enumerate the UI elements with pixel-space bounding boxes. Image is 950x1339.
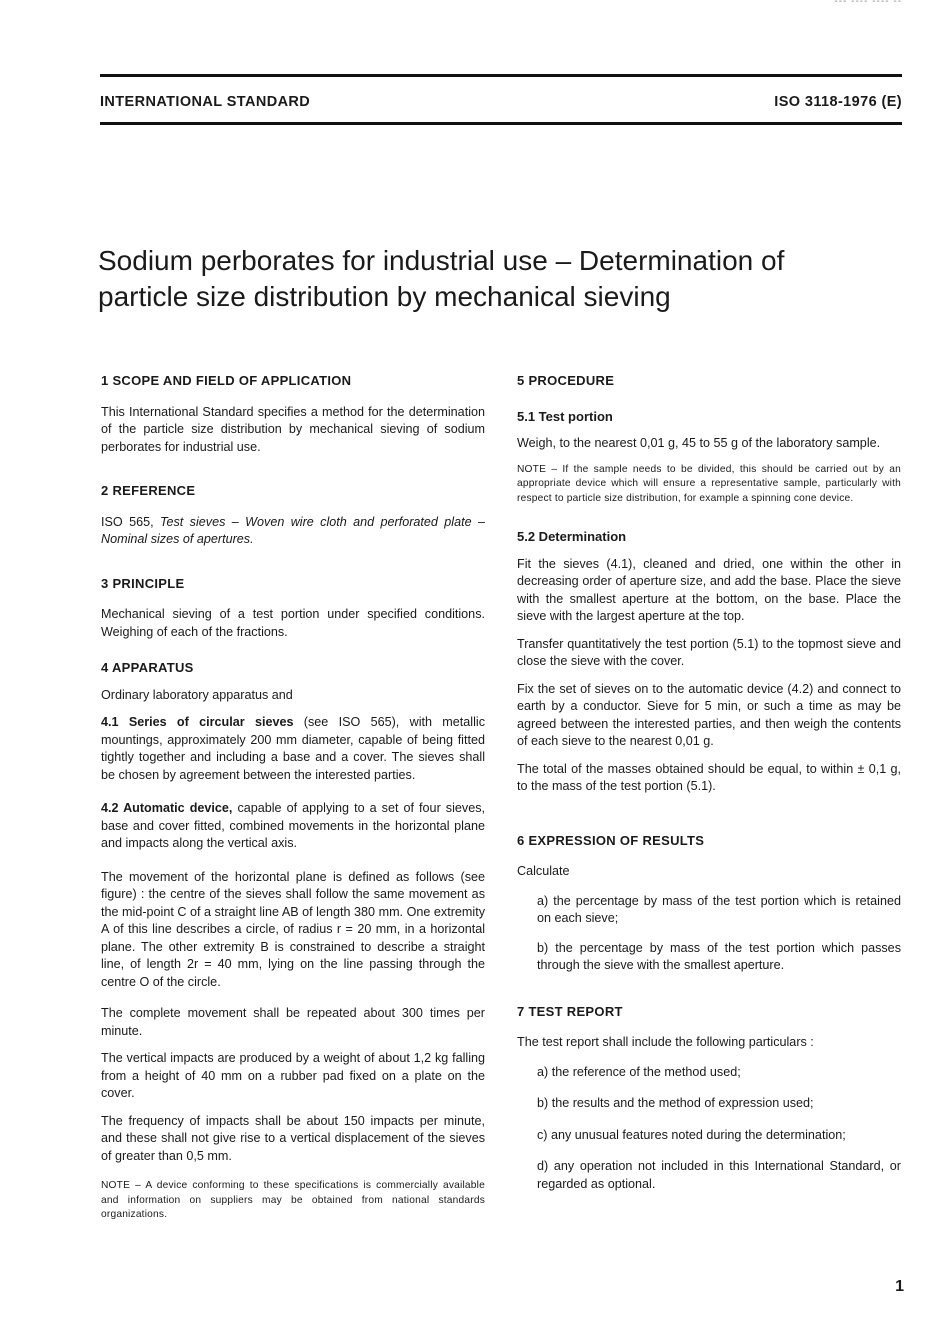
corner-marks: --- ---- ---- --	[834, 0, 902, 7]
right-column	[517, 372, 901, 1203]
movement-paragraph: The movement of the horizontal plane is defined as follows (see figure) : the centre of the sieves shall follow the same movement as the mid-point C of a straight line AB of length 380 mm. One extremity A of this line describes a circle, of radius r = 20 mm, in a horizontal plane. The other extremity B is constrained to describe a straight line, of length 2r = 40 mm, lying on the line passing through the centre O of the circle.	[101, 869, 485, 989]
section-7-item-a: a) the reference of the method used;	[537, 1064, 741, 1079]
page-number: 1	[895, 1278, 904, 1295]
section-3-text: Mechanical sieving of a test portion under specified conditions. Weighing of each of the fractions.	[101, 607, 485, 639]
header-top-rule	[100, 74, 902, 77]
section-4-2-text: capable of applying to a set of four sieves, base and cover fitted, combined movements in the horizontal plane and impacts along the vertical axis.	[101, 801, 485, 850]
section-6-item-a: a) the percentage by mass of the test portion which is retained on each sieve;	[537, 893, 901, 925]
section-5-1-heading: 5.1 Test portion	[517, 408, 613, 424]
section-5-2-p2: Transfer quantitatively the test portion (5.1) to the topmost sieve and close the sieve with the cover.	[517, 636, 901, 668]
left-column	[101, 372, 485, 1233]
section-7-item-d: d) any operation not included in this International Standard, or regarded as optional.	[537, 1159, 901, 1191]
section-3-heading: 3 PRINCIPLE	[101, 575, 185, 591]
frequency-paragraph: The frequency of impacts shall be about 150 impacts per minute, and these shall not give rise to a vertical displacement of the sieves of greater than 0,5 mm.	[101, 1113, 485, 1163]
section-1-heading: 1 SCOPE AND FIELD OF APPLICATION	[101, 373, 352, 388]
section-4-1	[101, 714, 485, 784]
repeat-paragraph: The complete movement shall be repeated about 300 times per minute.	[101, 1006, 485, 1038]
section-6-heading: 6 EXPRESSION OF RESULTS	[517, 832, 705, 848]
document-title	[98, 243, 898, 315]
reference-title: Test sieves – Woven wire cloth and perforated plate – Nominal sizes of apertures.	[101, 514, 485, 546]
section-7-item-c: c) any unusual features noted during the determination;	[537, 1127, 846, 1142]
section-5-2-heading: 5.2 Determination	[517, 529, 627, 544]
section-5-2-p1: Fit the sieves (4.1), cleaned and dried, one within the other in decreasing order of aperture size, and add the base. Place the sieve with the smallest aperture at the bottom, on the base. Place the sieve with the largest aperture at the top.	[517, 556, 901, 623]
header-standard-label: INTERNATIONAL STANDARD	[100, 94, 311, 110]
section-7-heading: 7 TEST REPORT	[517, 1003, 623, 1019]
impacts-paragraph: The vertical impacts are produced by a weight of about 1,2 kg falling from a height of 40 mm on a rubber pad fixed on a plate on the cover.	[101, 1051, 485, 1100]
section-4-heading: 4 APPARATUS	[101, 660, 194, 675]
section-2-text	[101, 514, 485, 549]
section-7-item-b: b) the results and the method of expression used;	[537, 1096, 814, 1110]
section-7-intro: The test report shall include the following particulars :	[517, 1035, 814, 1049]
apparatus-note: NOTE – A device conforming to these specifications is commercially available and information on suppliers may be obtained from national standards organizations.	[101, 1180, 485, 1220]
section-1-text: This International Standard specifies a method for the determination of the particle size distribution by mechanical sieving of sodium perborates for industrial use.	[101, 404, 485, 454]
section-4-1-label: 4.1 Series of circular sieves	[101, 715, 294, 729]
title-line-1: Sodium perborates for industrial use – Determination of	[98, 245, 785, 276]
section-5-1-text: Weigh, to the nearest 0,01 g, 45 to 55 g of the laboratory sample.	[517, 436, 881, 450]
section-5-2-p4: The total of the masses obtained should be equal, to within ± 0,1 g, to the mass of the test portion (5.1).	[517, 761, 901, 793]
section-6-intro: Calculate	[517, 864, 570, 878]
section-4-1-text: (see ISO 565), with metallic mountings, approximately 200 mm diameter, capable of being fitted tightly together and including a base and a cover. The sieves shall be chosen by agreement between the interested parties.	[101, 715, 485, 782]
section-2-heading: 2 REFERENCE	[101, 483, 196, 498]
section-4-2	[101, 800, 485, 853]
section-5-heading: 5 PROCEDURE	[517, 373, 615, 388]
header-bottom-rule	[100, 122, 902, 125]
section-4-2-label: 4.2 Automatic device,	[101, 801, 233, 815]
reference-number: ISO 565,	[101, 514, 160, 529]
header-standard-number: ISO 3118-1976 (E)	[774, 94, 902, 110]
section-5-1-note: NOTE – If the sample needs to be divided, this should be carried out by an appropriate device which will ensure a representative sample, particularly with respect to particle size distribution, for example a spinning cone device.	[517, 463, 901, 504]
title-line-2: particle size distribution by mechanical sieving	[98, 281, 671, 312]
section-4-intro: Ordinary laboratory apparatus and	[101, 687, 293, 702]
section-5-2-p3: Fix the set of sieves on to the automatic device (4.2) and connect to earth by a conductor. Sieve for 5 min, or such a time as may be agreed between the interested parties, and then weigh the contents of each sieve to the nearest 0,01 g.	[517, 681, 901, 748]
section-6-item-b: b) the percentage by mass of the test portion which passes through the sieve with the smallest aperture.	[537, 940, 901, 972]
